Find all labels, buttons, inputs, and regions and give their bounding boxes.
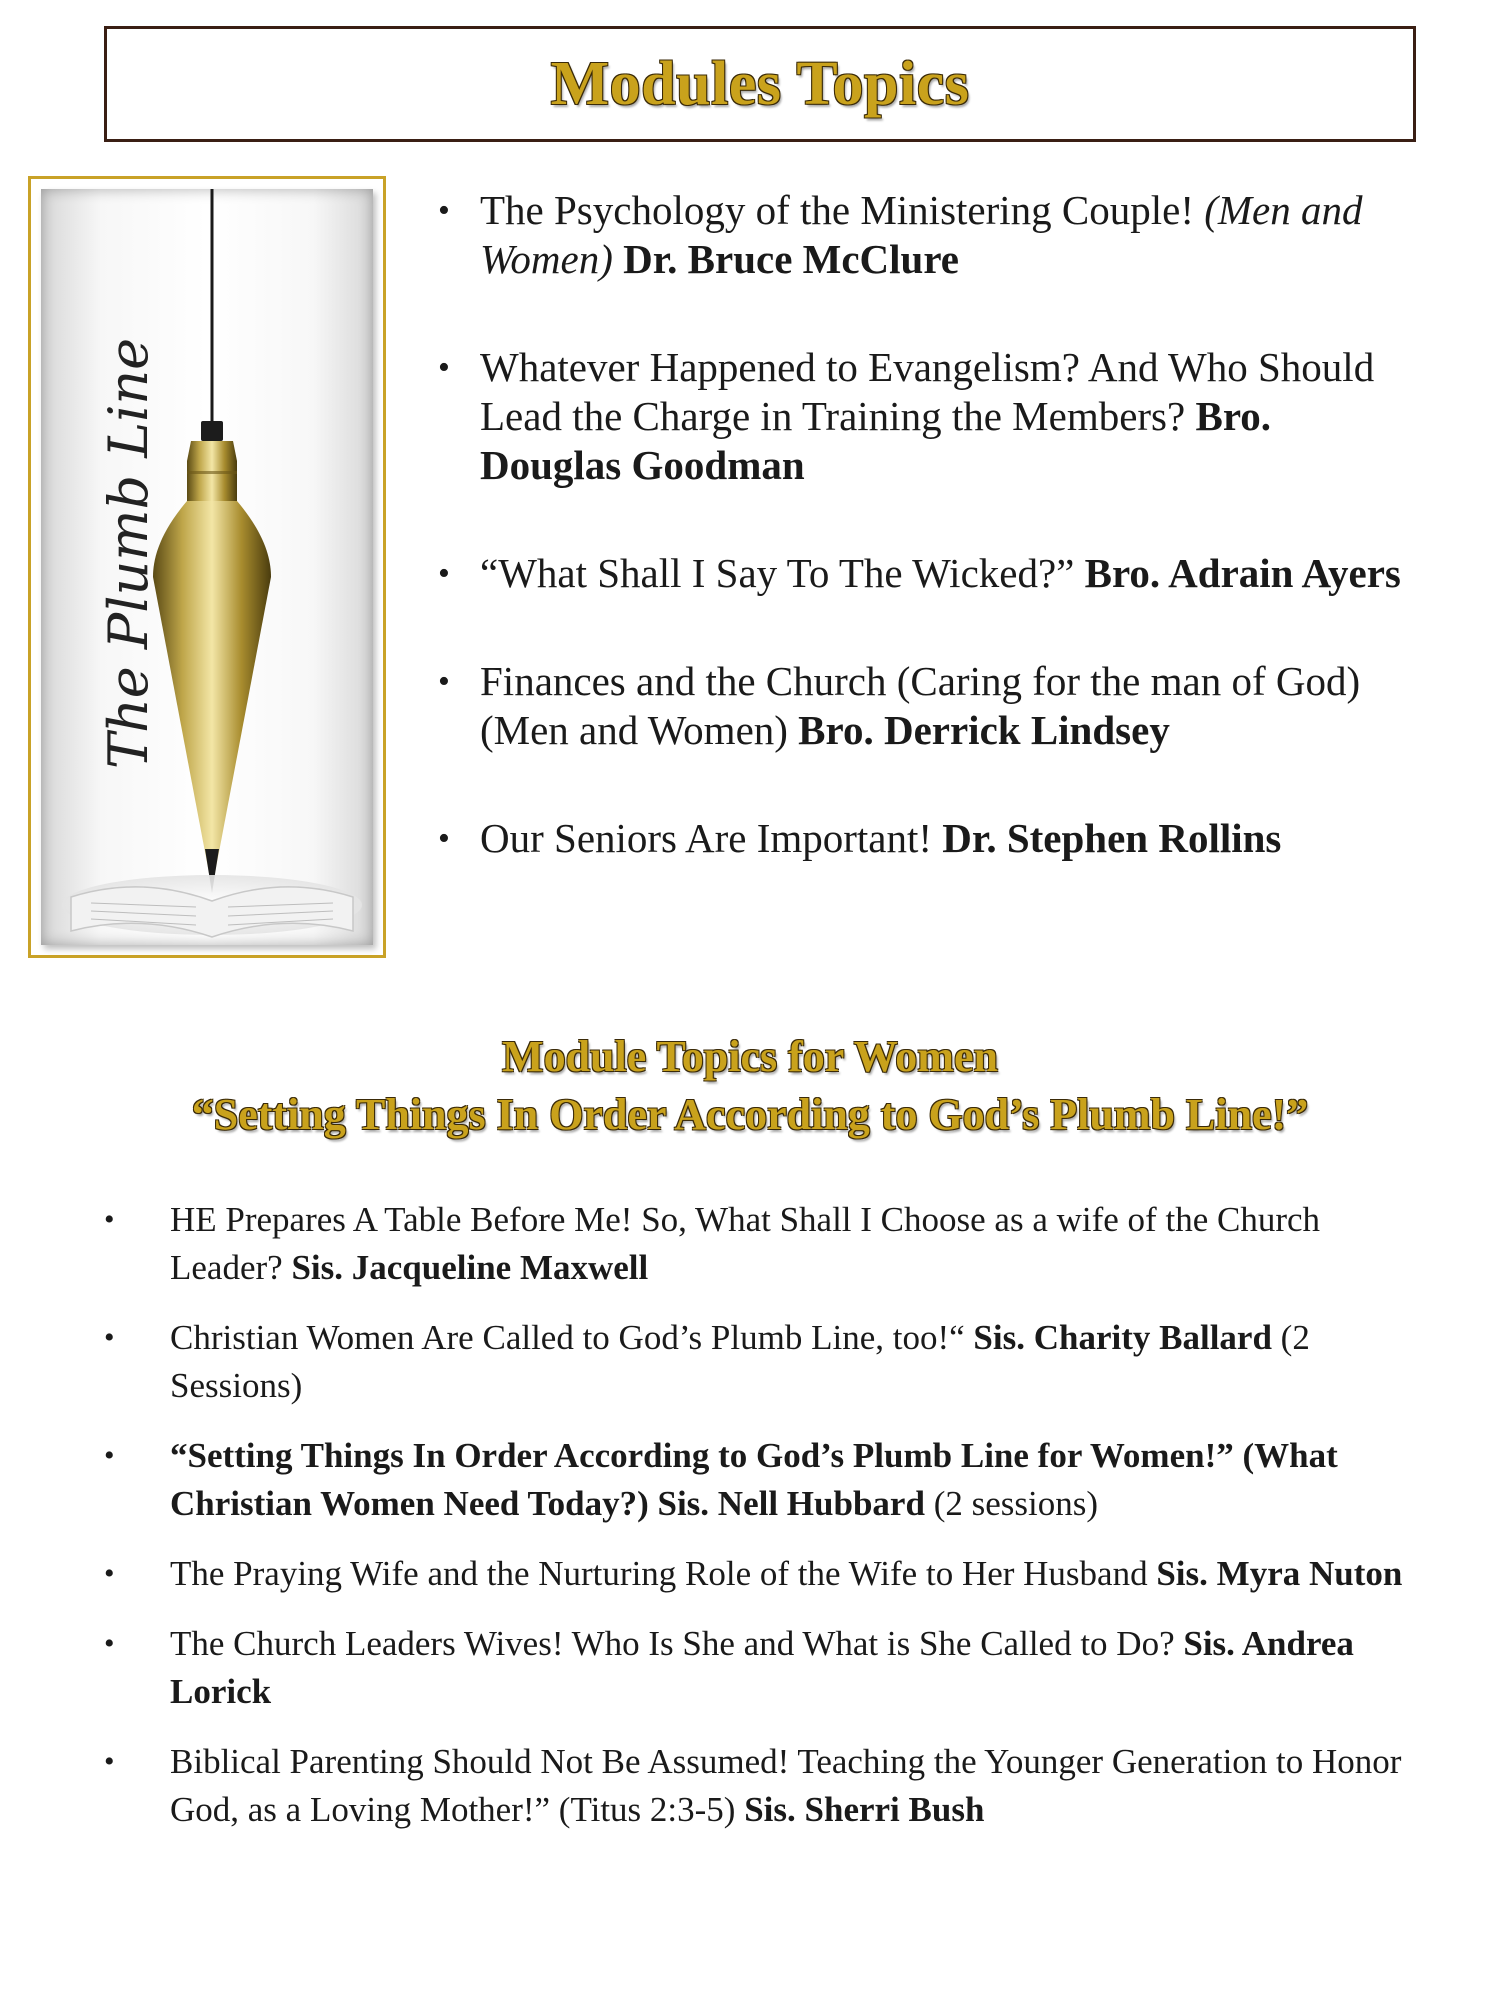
list-item	[438, 814, 1418, 863]
logo-text: The Plumb Line	[97, 337, 160, 769]
topic-title: The Church Leaders Wives! Who Is She and What is She Called to Do?	[170, 1624, 1184, 1663]
list-item	[104, 1738, 1434, 1834]
topic-speaker: Dr. Stephen Rollins	[942, 815, 1282, 861]
list-item	[438, 343, 1418, 490]
topic-speaker: Bro. Derrick Lindsey	[798, 707, 1170, 753]
topic-speaker: Sis. Jacqueline Maxwell	[291, 1248, 649, 1287]
topic-title: “What Shall I Say To The Wicked?”	[480, 550, 1085, 596]
topic-title: Biblical Parenting Should Not Be Assumed! Teaching the Younger Generation to Honor God, as a Loving Mother!” (Titus 2:3-5)	[170, 1742, 1402, 1829]
topic-speaker: Dr. Bruce McClure	[623, 236, 959, 282]
section-title: Module Topics for Women	[502, 1032, 998, 1081]
list-item	[438, 657, 1418, 755]
logo-panel	[41, 189, 373, 945]
women-topic-list	[104, 1196, 1434, 1856]
list-item	[438, 549, 1418, 598]
topic-title: The Psychology of the Ministering Couple!	[480, 187, 1205, 233]
topic-speaker: Sis. Myra Nuton	[1156, 1554, 1403, 1593]
topic-title: The Praying Wife and the Nurturing Role of the Wife to Her Husband	[170, 1554, 1157, 1593]
women-section-heading	[0, 1028, 1500, 1144]
list-item	[438, 186, 1418, 284]
session-count: (2 sessions)	[924, 1484, 1098, 1523]
list-item	[104, 1550, 1434, 1598]
list-item	[104, 1196, 1434, 1292]
topic-speaker: Bro. Douglas Goodman	[480, 393, 1272, 488]
topic-speaker: Sis. Sherri Bush	[744, 1790, 985, 1829]
topic-title: Whatever Happened to Evangelism? And Who Should Lead the Charge in Training the Members?	[480, 344, 1375, 439]
plumb-bob-icon	[41, 189, 373, 945]
modules-topic-list	[438, 186, 1418, 922]
topic-title: Finances and the Church (Caring for the man of God) (Men and Women)	[480, 658, 1361, 753]
topic-title: “Setting Things In Order According to God’s Plumb Line for Women!” (What Christian Women Need Today?) Sis. Nell Hubbard	[170, 1436, 1338, 1523]
topic-speaker: Bro. Adrain Ayers	[1084, 550, 1401, 596]
title-box	[104, 26, 1416, 142]
topic-speaker: Sis. Andrea Lorick	[170, 1624, 1354, 1711]
topic-title: HE Prepares A Table Before Me! So, What Shall I Choose as a wife of the Church Leader?	[170, 1200, 1321, 1287]
topic-title: Our Seniors Are Important!	[480, 815, 943, 861]
section-subtitle: “Setting Things In Order According to God’s Plumb Line!”	[191, 1090, 1309, 1139]
plumb-line-logo	[28, 176, 386, 958]
page-title: Modules Topics	[550, 49, 970, 118]
list-item	[104, 1432, 1434, 1528]
list-item	[104, 1620, 1434, 1716]
session-count: (2 Sessions)	[170, 1318, 1310, 1405]
list-item	[104, 1314, 1434, 1410]
topic-speaker: Sis. Charity Ballard	[973, 1318, 1272, 1357]
topic-note: (Men and Women)	[480, 187, 1363, 282]
topic-title: Christian Women Are Called to God’s Plumb Line, too!“	[170, 1318, 974, 1357]
